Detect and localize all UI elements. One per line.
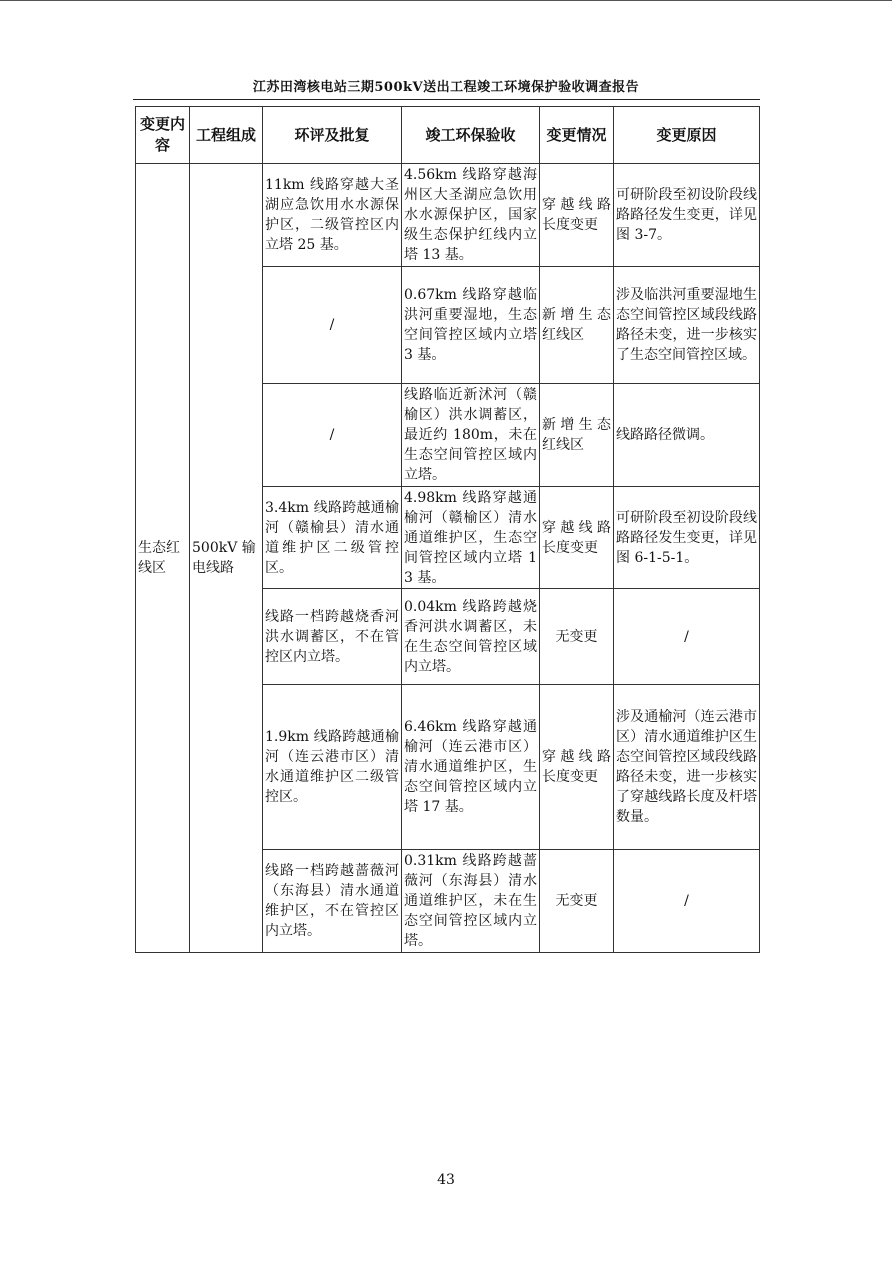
eia-cell: 3.4km 线路跨越通榆河（赣榆县）清水通道维护区二级管控区。 — [263, 487, 402, 589]
change-cell: 穿越线路长度变更 — [540, 685, 614, 850]
table-row — [136, 164, 760, 267]
column-header-change-content: 变更内容 — [136, 107, 190, 164]
column-header-eia-approval: 环评及批复 — [263, 107, 402, 164]
page-top-border — [0, 0, 892, 1]
acceptance-cell: 0.67km 线路穿越临洪河重要湿地，生态空间管控区域内立塔 3 基。 — [402, 267, 540, 384]
eia-cell: 1.9km 线路跨越通榆河（连云港市区）清水通道维护区二级管控区。 — [263, 685, 402, 850]
reason-cell: 可研阶段至初设阶段线路路径发生变更，详见图 6-1-5-1。 — [614, 487, 760, 589]
acceptance-cell: 0.04km 线路跨越烧香河洪水调蓄区，未在生态空间管控区域内立塔。 — [402, 589, 540, 685]
reason-cell: 可研阶段至初设阶段线路路径发生变更，详见图 3-7。 — [614, 164, 760, 267]
change-cell: 无变更 — [540, 850, 614, 953]
change-cell: 无变更 — [540, 589, 614, 685]
table-header-row — [136, 107, 760, 164]
reason-cell: 涉及临洪河重要湿地生态空间管控区域段线路路径未变，进一步核实了生态空间管控区域。 — [614, 267, 760, 384]
acceptance-cell: 0.31km 线路跨越蔷薇河（东海县）清水通道维护区，未在生态空间管控区域内立塔。 — [402, 850, 540, 953]
acceptance-cell: 线路临近新沭河（赣榆区）洪水调蓄区，最近约 180m，未在生态空间管控区域内立塔。 — [402, 384, 540, 487]
eia-cell: / — [263, 384, 402, 487]
eia-cell: / — [263, 267, 402, 384]
change-cell: 新增生态红线区 — [540, 384, 614, 487]
column-header-component: 工程组成 — [190, 107, 263, 164]
eia-cell: 线路一档跨越蔷薇河（东海县）清水通道维护区，不在管控区内立塔。 — [263, 850, 402, 953]
acceptance-cell: 4.56km 线路穿越海州区大圣湖应急饮用水水源保护区，国家级生态保护红线内立塔 13 基。 — [402, 164, 540, 267]
header-rule — [133, 99, 760, 100]
reason-cell: / — [614, 850, 760, 953]
acceptance-cell: 4.98km 线路穿越通榆河（赣榆区）清水通道维护区，生态空间管控区域内立塔 13 基。 — [402, 487, 540, 589]
eia-cell: 线路一档跨越烧香河洪水调蓄区，不在管控区内立塔。 — [263, 589, 402, 685]
column-header-acceptance: 竣工环保验收 — [402, 107, 540, 164]
change-cell: 穿越线路长度变更 — [540, 164, 614, 267]
reason-cell: 线路路径微调。 — [614, 384, 760, 487]
acceptance-cell: 6.46km 线路穿越通榆河（连云港市区）清水通道维护区，生态空间管控区域内立塔 17 基。 — [402, 685, 540, 850]
report-header-title: 江苏田湾核电站三期500kV送出工程竣工环境保护验收调查报告 — [252, 80, 640, 95]
eia-cell: 11km 线路穿越大圣湖应急饮用水水源保护区，二级管控区内立塔 25 基。 — [263, 164, 402, 267]
page-number: 43 — [437, 1172, 455, 1188]
change-comparison-table — [135, 106, 760, 953]
category-cell: 生态红线区 — [136, 164, 190, 953]
reason-cell: 涉及通榆河（连云港市区）清水通道维护区生态空间管控区域段线路路径未变，进一步核实了穿越线路长度及杆塔数量。 — [614, 685, 760, 850]
change-cell: 新增生态红线区 — [540, 267, 614, 384]
component-cell: 500kV 输电线路 — [190, 164, 263, 953]
column-header-change-reason: 变更原因 — [614, 107, 760, 164]
change-cell: 穿越线路长度变更 — [540, 487, 614, 589]
column-header-change-status: 变更情况 — [540, 107, 614, 164]
reason-cell: / — [614, 589, 760, 685]
